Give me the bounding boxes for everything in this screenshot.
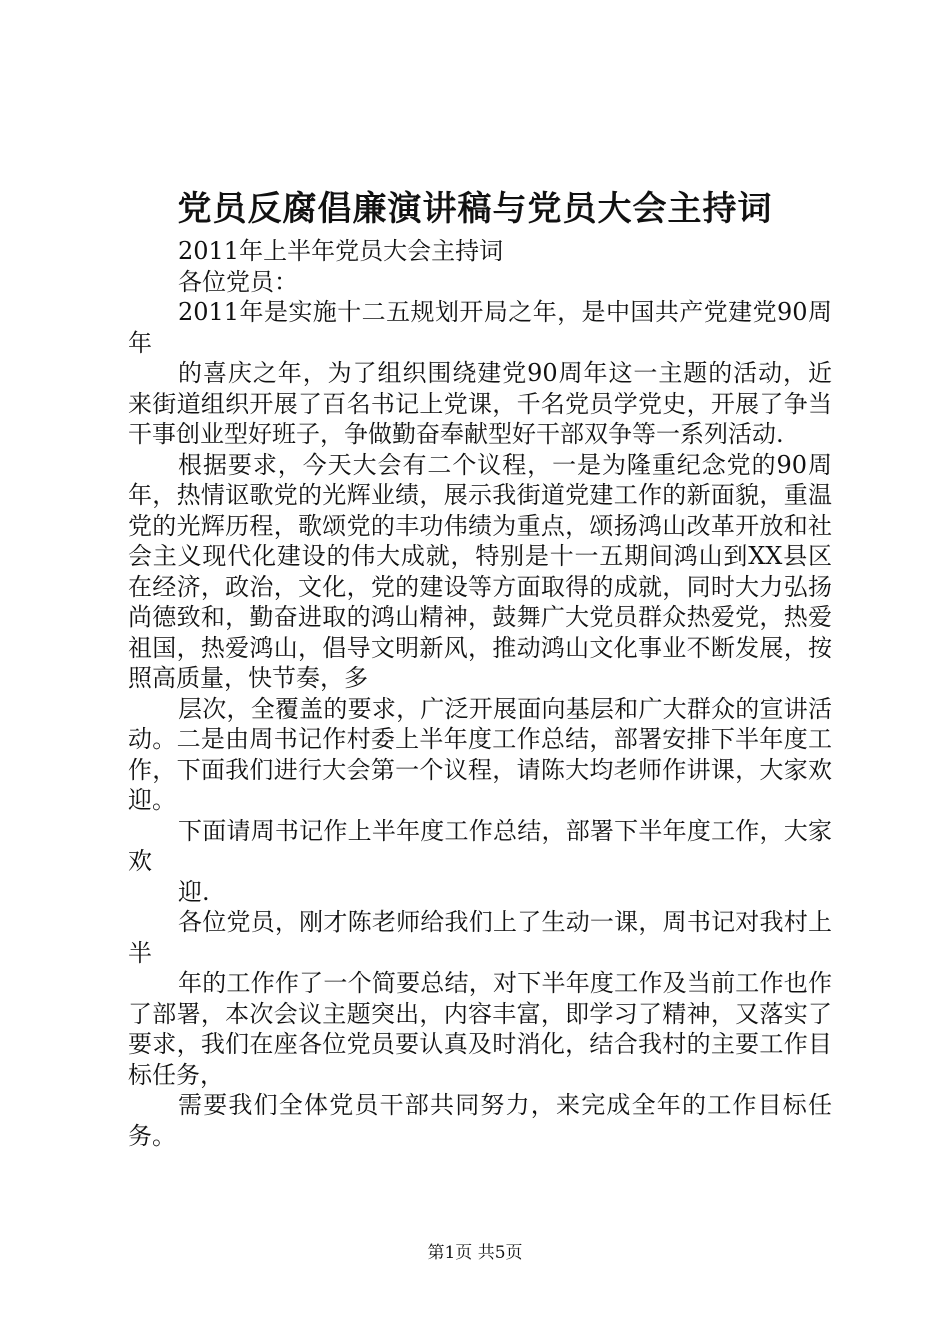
paragraph-heading: 2011年上半年党员大会主持词 (178, 237, 504, 265)
paragraph: 迎. (178, 877, 210, 906)
page-number-footer: 第1页 共5页 (427, 1243, 523, 1263)
paragraph: 2011年是实施十二五规划开局之年，是中国共产党建党90周年 (128, 298, 832, 357)
paragraph: 根据要求，今天大会有二个议程，一是为隆重纪念党的90周年，热情讴歌党的光辉业绩，展示我街道党建工作的新面貌，重温党的光辉历程，歌颂党的丰功伟绩为重点，颂扬鸿山改革开放和社会主义现代化建设的伟大成就，特别是十一五期间鸿山到XX县区在经济，政治，文化，党的建设等方面取得的成就，同时大力弘扬尚德致和，勤奋进取的鸿山精神，鼓舞广大党员群众热爱党，热爱祖国，热爱鸿山，倡导文明新风，推动鸿山文化事业不断发展，按照高质量，快节奏，多 (128, 450, 832, 692)
paragraph: 的喜庆之年，为了组织围绕建党90周年这一主题的活动，近来街道组织开展了百名书记上党课，千名党员学党史，开展了争当干事创业型好班子，争做勤奋奉献型好干部双争等一系列活动. (128, 359, 832, 448)
paragraph: 年的工作作了一个简要总结，对下半年度工作及当前工作也作了部署，本次会议主题突出，内容丰富，即学习了精神，又落实了要求，我们在座各位党员要认真及时消化，结合我村的主要工作目标任务， (128, 969, 832, 1089)
paragraph: 层次，全覆盖的要求，广泛开展面向基层和广大群众的宣讲活动。二是由周书记作村委上半年度工作总结，部署安排下半年度工作，下面我们进行大会第一个议程，请陈大均老师作讲课，大家欢迎。 (128, 694, 832, 814)
paragraph: 需要我们全体党员干部共同努力，来完成全年的工作目标任务。 (128, 1091, 832, 1150)
paragraph-salutation: 各位党员： (178, 267, 298, 296)
document-body (128, 236, 832, 1151)
paragraph: 各位党员，刚才陈老师给我们上了生动一课，周书记对我村上半 (128, 908, 832, 967)
paragraph: 下面请周书记作上半年度工作总结，部署下半年度工作，大家欢 (128, 816, 832, 875)
document-title: 党员反腐倡廉演讲稿与党员大会主持词 (177, 189, 773, 229)
